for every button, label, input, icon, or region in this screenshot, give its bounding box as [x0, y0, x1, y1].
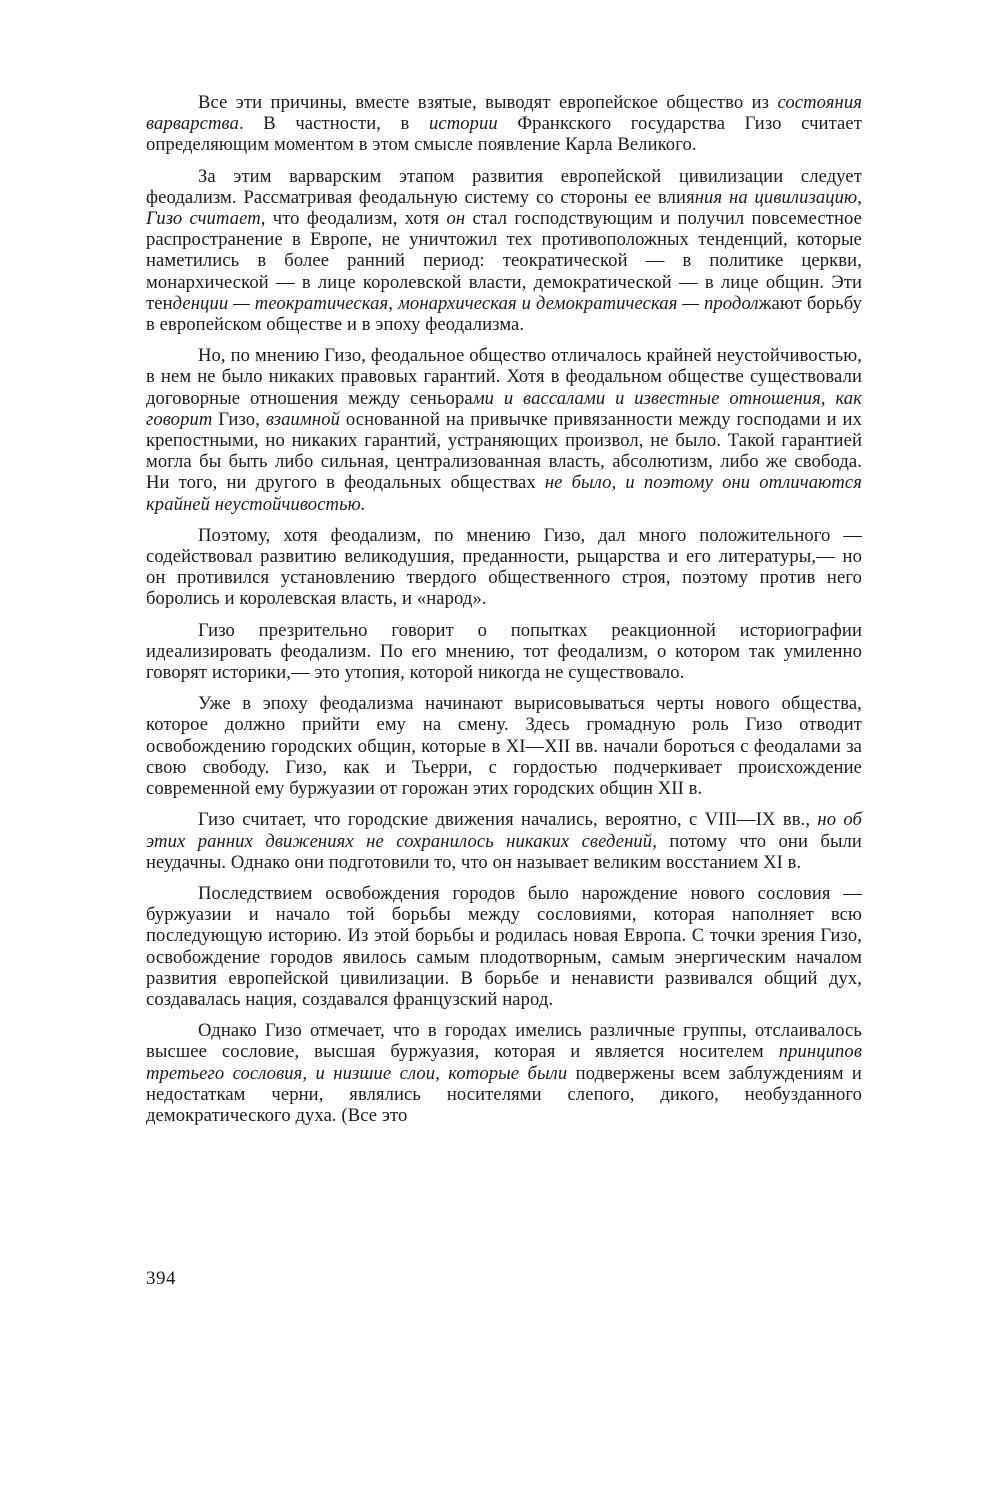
paragraph-7: Гизо считает, что городские движения начались, вероятно, с VIII—IX вв., но об этих ранних движениях не сохранилось никаких сведений, потому что они были неудачны. Однако они подготовили то, что он называет великим восстанием XI в. [146, 809, 862, 873]
paragraph-4: Поэтому, хотя феодализм, по мнению Гизо, дал много положительного — содействовал развитию великодушия, преданности, рыцарства и его литературы,— но он противился установлению твердого общественного строя, поэтому против него боролись и королевская власть, и «народ». [146, 524, 862, 610]
paragraph-2: За этим варварским этапом развития европейской цивилизации следует феодализм. Рассматривая феодальную систему со стороны ее влияния на цивилизацию, Гизо считает, что феодализм, хотя он стал господствующим и получил повсеместное распространение в Европе, не уничтожил тех противоположных тенденций, которые наметились в более ранний период: теократической — в политике церкви, монархической — в лице королевской власти, демократической — в лице общин. Эти тенденции — теократическая, монархическая и демократическая — продолжают борьбу в европейском обществе и в эпоху феодализма. [146, 165, 863, 336]
paragraph-5: Гизо презрительно говорит о попытках реакционной историографии идеализировать феодализм. По его мнению, тот феодализм, о котором так умиленно говорят историки,— это утопия, которой никогда не существовало. [146, 619, 862, 684]
page-body [146, 92, 862, 1126]
paragraph-6: Уже в эпоху феодализма начинают вырисовываться черты нового общества, которое должно прийти ему на смену. Здесь громадную роль Гизо отводит освобождению городских общин, которые в XI—XII вв. начали бороться с феодалами за свою свободу. Гизо, как и Тьерри, с гордостью подчеркивает происхождение современной ему буржуазии от горожан этих городских общин XII в. [146, 693, 862, 800]
paragraph-3: Но, по мнению Гизо, феодальное общество отличалось крайней неустойчивостью, в нем не было никаких правовых гарантий. Хотя в феодальном обществе существовали договорные отношения между сеньорами и вассалами и известные отношения, как говорит Гизо, взаимной основанной на привычке привязанности между господами и их крепостными, но никаких гарантий, устраняющих произвол, не было. Такой гарантией могла бы быть либо сильная, централизованная власть, абсолютизм, либо же свобода. Ни того, ни другого в феодальных обществах не было, и поэтому они отличаются крайней неустойчивостью. [146, 345, 863, 515]
page-number: 394 [146, 1268, 176, 1289]
paragraph-9: Однако Гизо отмечает, что в городах имелись различные группы, отслаивалось высшее сословие, высшая буржуазия, которая и является носителем принципов третьего сословия, и низшие слои, которые были подвержены всем заблуждениям и недостаткам черни, являлись носителями слепого, дикого, необузданного демократического духа. (Все это [146, 1020, 862, 1126]
paragraph-8: Последствием освобождения городов было нарождение нового сословия — буржуазии и начало той борьбы между сословиями, которая наполняет всю последующую историю. Из этой борьбы и родилась новая Европа. С точки зрения Гизо, освобождение городов явилось самым плодотворным, самым энергическим началом развития европейской цивилизации. В борьбе и ненависти развивался общий дух, создавалась нация, создавался французский народ. [146, 882, 862, 1010]
paragraph-1: Все эти причины, вместе взятые, выводят европейское общество из состояния варварства. В частности, в истории Франкского государства Гизо считает определяющим моментом в этом смысле появление Карла Великого. [146, 92, 862, 156]
